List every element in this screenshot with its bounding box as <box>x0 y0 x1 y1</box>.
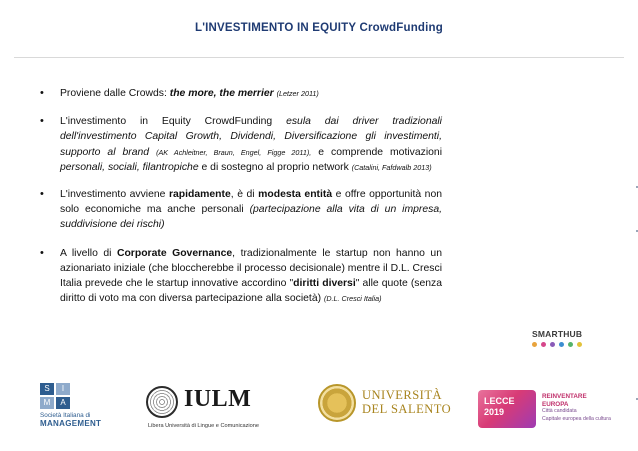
iulm-wordmark: IULM <box>184 386 252 412</box>
unisalento-seal-icon <box>318 384 356 422</box>
lecce2019-mark <box>478 390 536 428</box>
bullet-bold: Corporate Governance <box>116 247 233 259</box>
title-crowdfunding: CrowdFunding <box>359 22 444 34</box>
title-bar <box>14 8 624 58</box>
unisalento-wordmark <box>362 388 451 416</box>
lecce-line: 2019 <box>484 407 505 417</box>
smarthub-dot <box>541 342 546 347</box>
bullet-emphasis: (partecipazione alla vita di un impresa, suddivisione dei rischi) <box>60 204 442 231</box>
smarthub-dots <box>532 342 592 347</box>
sima-line: MANAGEMENT <box>40 419 102 428</box>
smarthub-dot <box>577 342 582 347</box>
lecce-tagline-line: Capitale europea della cultura <box>542 415 611 422</box>
bullet-text: L'investimento avviene <box>60 189 169 201</box>
sima-cell: M <box>40 397 54 409</box>
title-main: L'INVESTIMENTO IN EQUITY <box>194 22 357 34</box>
unisalento-logo <box>318 384 452 432</box>
smarthub-wordmark: SMARTHUB <box>532 329 583 339</box>
sima-cell: I <box>56 383 70 395</box>
bullet-text: e comprende motivazioni <box>311 146 442 158</box>
bullet-emphasis: personali, sociali, filantropiche <box>60 161 199 173</box>
bullet-emphasis: the more, the merrier <box>169 88 274 99</box>
sima-logo <box>40 383 106 439</box>
smarthub-dot <box>550 342 555 347</box>
bullet-text: A livello di <box>60 247 117 259</box>
bullet-text: , è di <box>230 189 259 201</box>
bullet-text: L'investimento in Equity CrowdFunding <box>60 116 287 128</box>
sima-name <box>40 412 106 429</box>
bullet-bold: rapidamente <box>168 189 231 201</box>
bullet-list <box>38 86 442 320</box>
citation: (Catalini, Fafdwalb 2013) <box>351 162 432 172</box>
bullet-item <box>38 86 442 101</box>
unisalento-line: UNIVERSITÀ <box>362 388 442 402</box>
partner-logos <box>0 372 638 444</box>
bullet-emphasis: esula dai driver tradizionali dell'investimento Capital Growth, Dividendi, Diversificazione gli investimenti, supporto al brand <box>60 116 442 158</box>
lecce-tagline-line: REINVENTARE <box>542 393 587 400</box>
bullet-item <box>38 187 442 233</box>
sima-line: Società Italiana di <box>40 412 91 419</box>
smarthub-dot <box>568 342 573 347</box>
lecce2019-tagline <box>542 393 611 423</box>
unisalento-line: DEL SALENTO <box>362 402 452 416</box>
slide-title <box>14 22 624 34</box>
bullet-text: e offre opportunità non solo economiche ma anche personali <box>60 189 443 216</box>
bullet-text: e di sostegno al proprio network <box>198 161 352 173</box>
lecce2019-mark-text <box>484 396 515 418</box>
iulm-logo <box>146 386 270 430</box>
bullet-bold: diritti diversi <box>293 278 356 290</box>
sima-cell: A <box>56 397 70 409</box>
bullet-item <box>38 246 442 307</box>
citation: (D.L. Cresci Italia) <box>323 294 382 304</box>
lecce2019-logo <box>478 390 616 430</box>
bullet-text: " alle quote (senza diritto di voto ma con diversa partecipazione alla società) <box>60 278 443 305</box>
iulm-seal-icon <box>146 386 178 418</box>
lecce-tagline-line: Città candidata <box>542 408 577 414</box>
lecce-line: LECCE <box>484 396 515 406</box>
citation: (Letzer 2011) <box>276 89 319 98</box>
bullet-item <box>38 114 442 175</box>
smarthub-logo <box>532 329 592 355</box>
bullet-text: , tradizionalmente le startup non hanno un azionariato iniziale (che bloccherebbe il processo decisionale) mentre il D.L. Cresci Italia prevede che le startup innovative accordino " <box>60 247 442 290</box>
smarthub-dot <box>559 342 564 347</box>
sima-cell: S <box>40 383 54 395</box>
bullet-text: Proviene dalle Crowds: <box>60 88 170 99</box>
sima-mark <box>40 383 106 409</box>
iulm-subtitle: Libera Università di Lingue e Comunicazione <box>148 423 260 429</box>
smarthub-dot <box>532 342 537 347</box>
bullet-bold: modesta entità <box>258 189 333 201</box>
citation: (AK Achleitner, Braun, Engel, Figge 2011), <box>156 147 312 157</box>
lecce-tagline-line: EUROPA <box>542 400 569 408</box>
